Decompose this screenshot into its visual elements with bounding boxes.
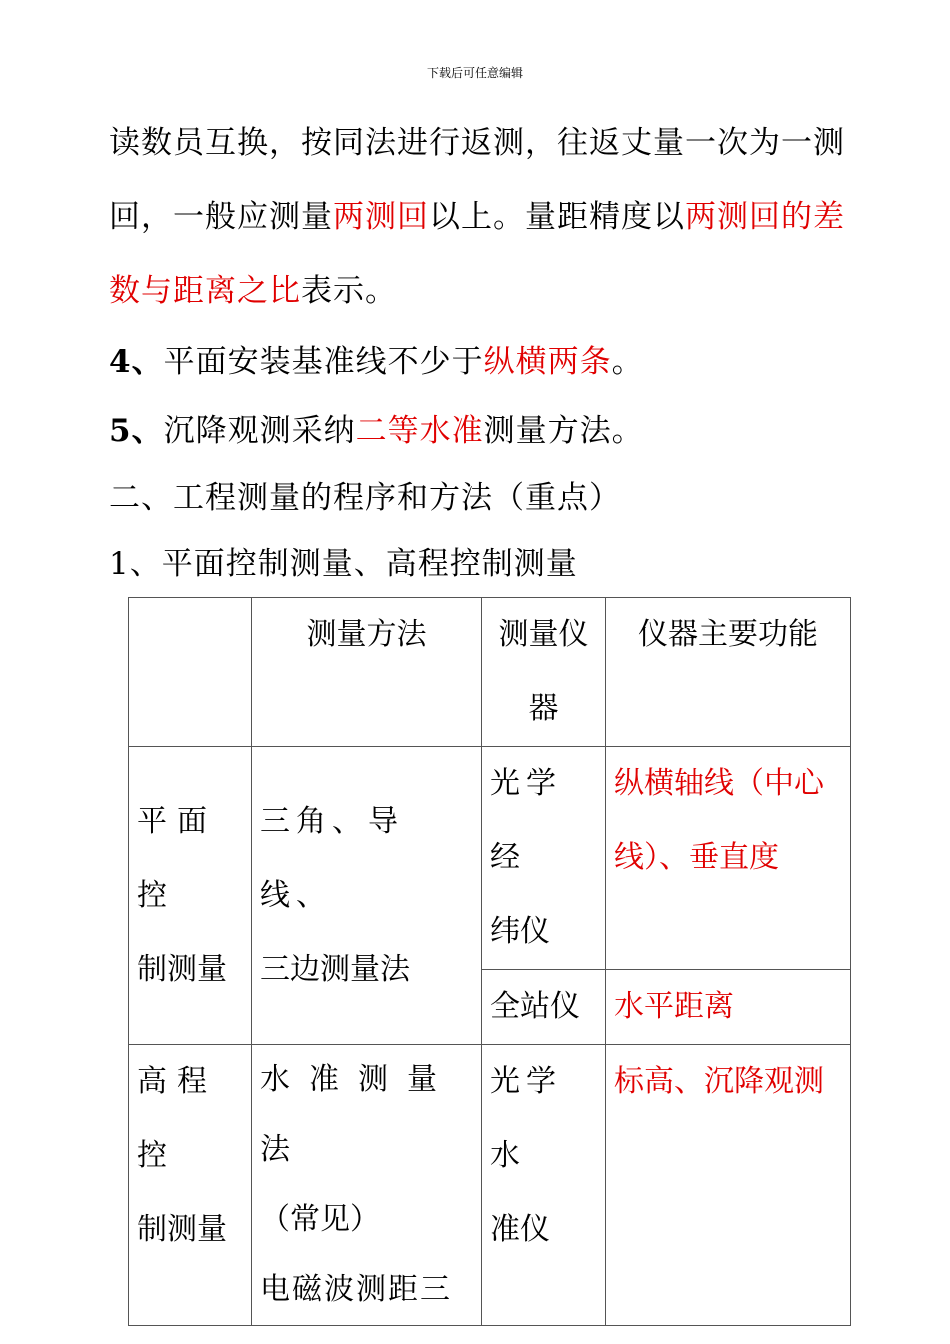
cell-line: 线）、垂直度 bbox=[614, 840, 779, 875]
text-segment: 表示。 bbox=[301, 273, 397, 309]
cell-line: 制测量 bbox=[137, 951, 227, 987]
header-label: 测量方法 bbox=[306, 617, 427, 652]
highlight-two-rounds: 两测回 bbox=[333, 199, 429, 235]
cell-line: 光学水 bbox=[490, 1064, 562, 1173]
text-segment: 测量方法。 bbox=[483, 413, 644, 449]
highlight-second-class-level: 二等水准 bbox=[355, 413, 484, 449]
table-row-plane-1 bbox=[129, 747, 851, 970]
header-label: 测量仪 bbox=[498, 617, 589, 652]
instrument-level bbox=[482, 1045, 606, 1326]
item-number: 5、 bbox=[109, 413, 164, 449]
table-row-height bbox=[129, 1045, 851, 1326]
section-title: 二、工程测量的程序和方法（重点） bbox=[109, 480, 621, 516]
function-horizontal-distance: 水平距离 bbox=[606, 970, 851, 1045]
cell-line: 准仪 bbox=[490, 1212, 550, 1247]
cell-line: 纵横轴线（中心 bbox=[614, 766, 824, 801]
function-axis-verticality bbox=[606, 747, 851, 970]
cell-line: 水准测量法 bbox=[260, 1062, 456, 1167]
highlight-ratio: 两测回的差数与距离之比 bbox=[109, 199, 845, 309]
cell-line: （常见） bbox=[260, 1202, 380, 1237]
survey-methods-table bbox=[128, 597, 851, 1326]
text-segment: 沉降观测采纳 bbox=[163, 413, 356, 449]
header-cell-method bbox=[252, 598, 482, 747]
cell-line: 制测量 bbox=[137, 1212, 227, 1247]
page-header: 下载后可任意编辑 bbox=[426, 66, 523, 80]
item-number: 4、 bbox=[109, 344, 164, 380]
cell-line: 平面控 bbox=[137, 803, 217, 913]
method-height bbox=[252, 1045, 482, 1326]
item-5 bbox=[109, 405, 644, 450]
table-header-row bbox=[129, 598, 851, 747]
cell-line: 高程控 bbox=[137, 1064, 217, 1173]
subsection-title: 1、平面控制测量、高程控制测量 bbox=[109, 546, 578, 582]
paragraph-measurement-accuracy bbox=[109, 106, 874, 328]
header-cell-empty bbox=[129, 598, 252, 747]
text-segment: 以上。量距精度以 bbox=[429, 199, 685, 235]
instrument-total-station: 全站仪 bbox=[482, 970, 606, 1045]
cell-line: 电磁波测距三 bbox=[260, 1272, 452, 1307]
cell-line: 三边测量法 bbox=[260, 951, 410, 987]
header-cell-instrument bbox=[482, 598, 606, 747]
header-label: 仪器主要功能 bbox=[638, 617, 818, 652]
category-plane-control bbox=[129, 747, 252, 1045]
cell-line: 光学经 bbox=[490, 766, 562, 875]
header-label: 器 bbox=[528, 691, 559, 726]
text-segment: 读数员互换，按同法进行返测，往返丈量一次为一测回，一般应测量 bbox=[109, 125, 845, 235]
category-height-control bbox=[129, 1045, 252, 1326]
cell-line: 三角、导线、 bbox=[260, 803, 404, 913]
cell-line: 纬仪 bbox=[490, 914, 550, 949]
instrument-theodolite bbox=[482, 747, 606, 970]
text-segment: 。 bbox=[611, 344, 644, 380]
header-cell-function bbox=[606, 598, 851, 747]
highlight-two-lines: 纵横两条 bbox=[483, 344, 612, 380]
text-segment: 平面安装基准线不少于 bbox=[163, 344, 484, 380]
function-elevation-settlement: 标高、沉降观测 bbox=[606, 1045, 851, 1326]
method-plane bbox=[252, 747, 482, 1045]
item-4 bbox=[109, 336, 644, 381]
